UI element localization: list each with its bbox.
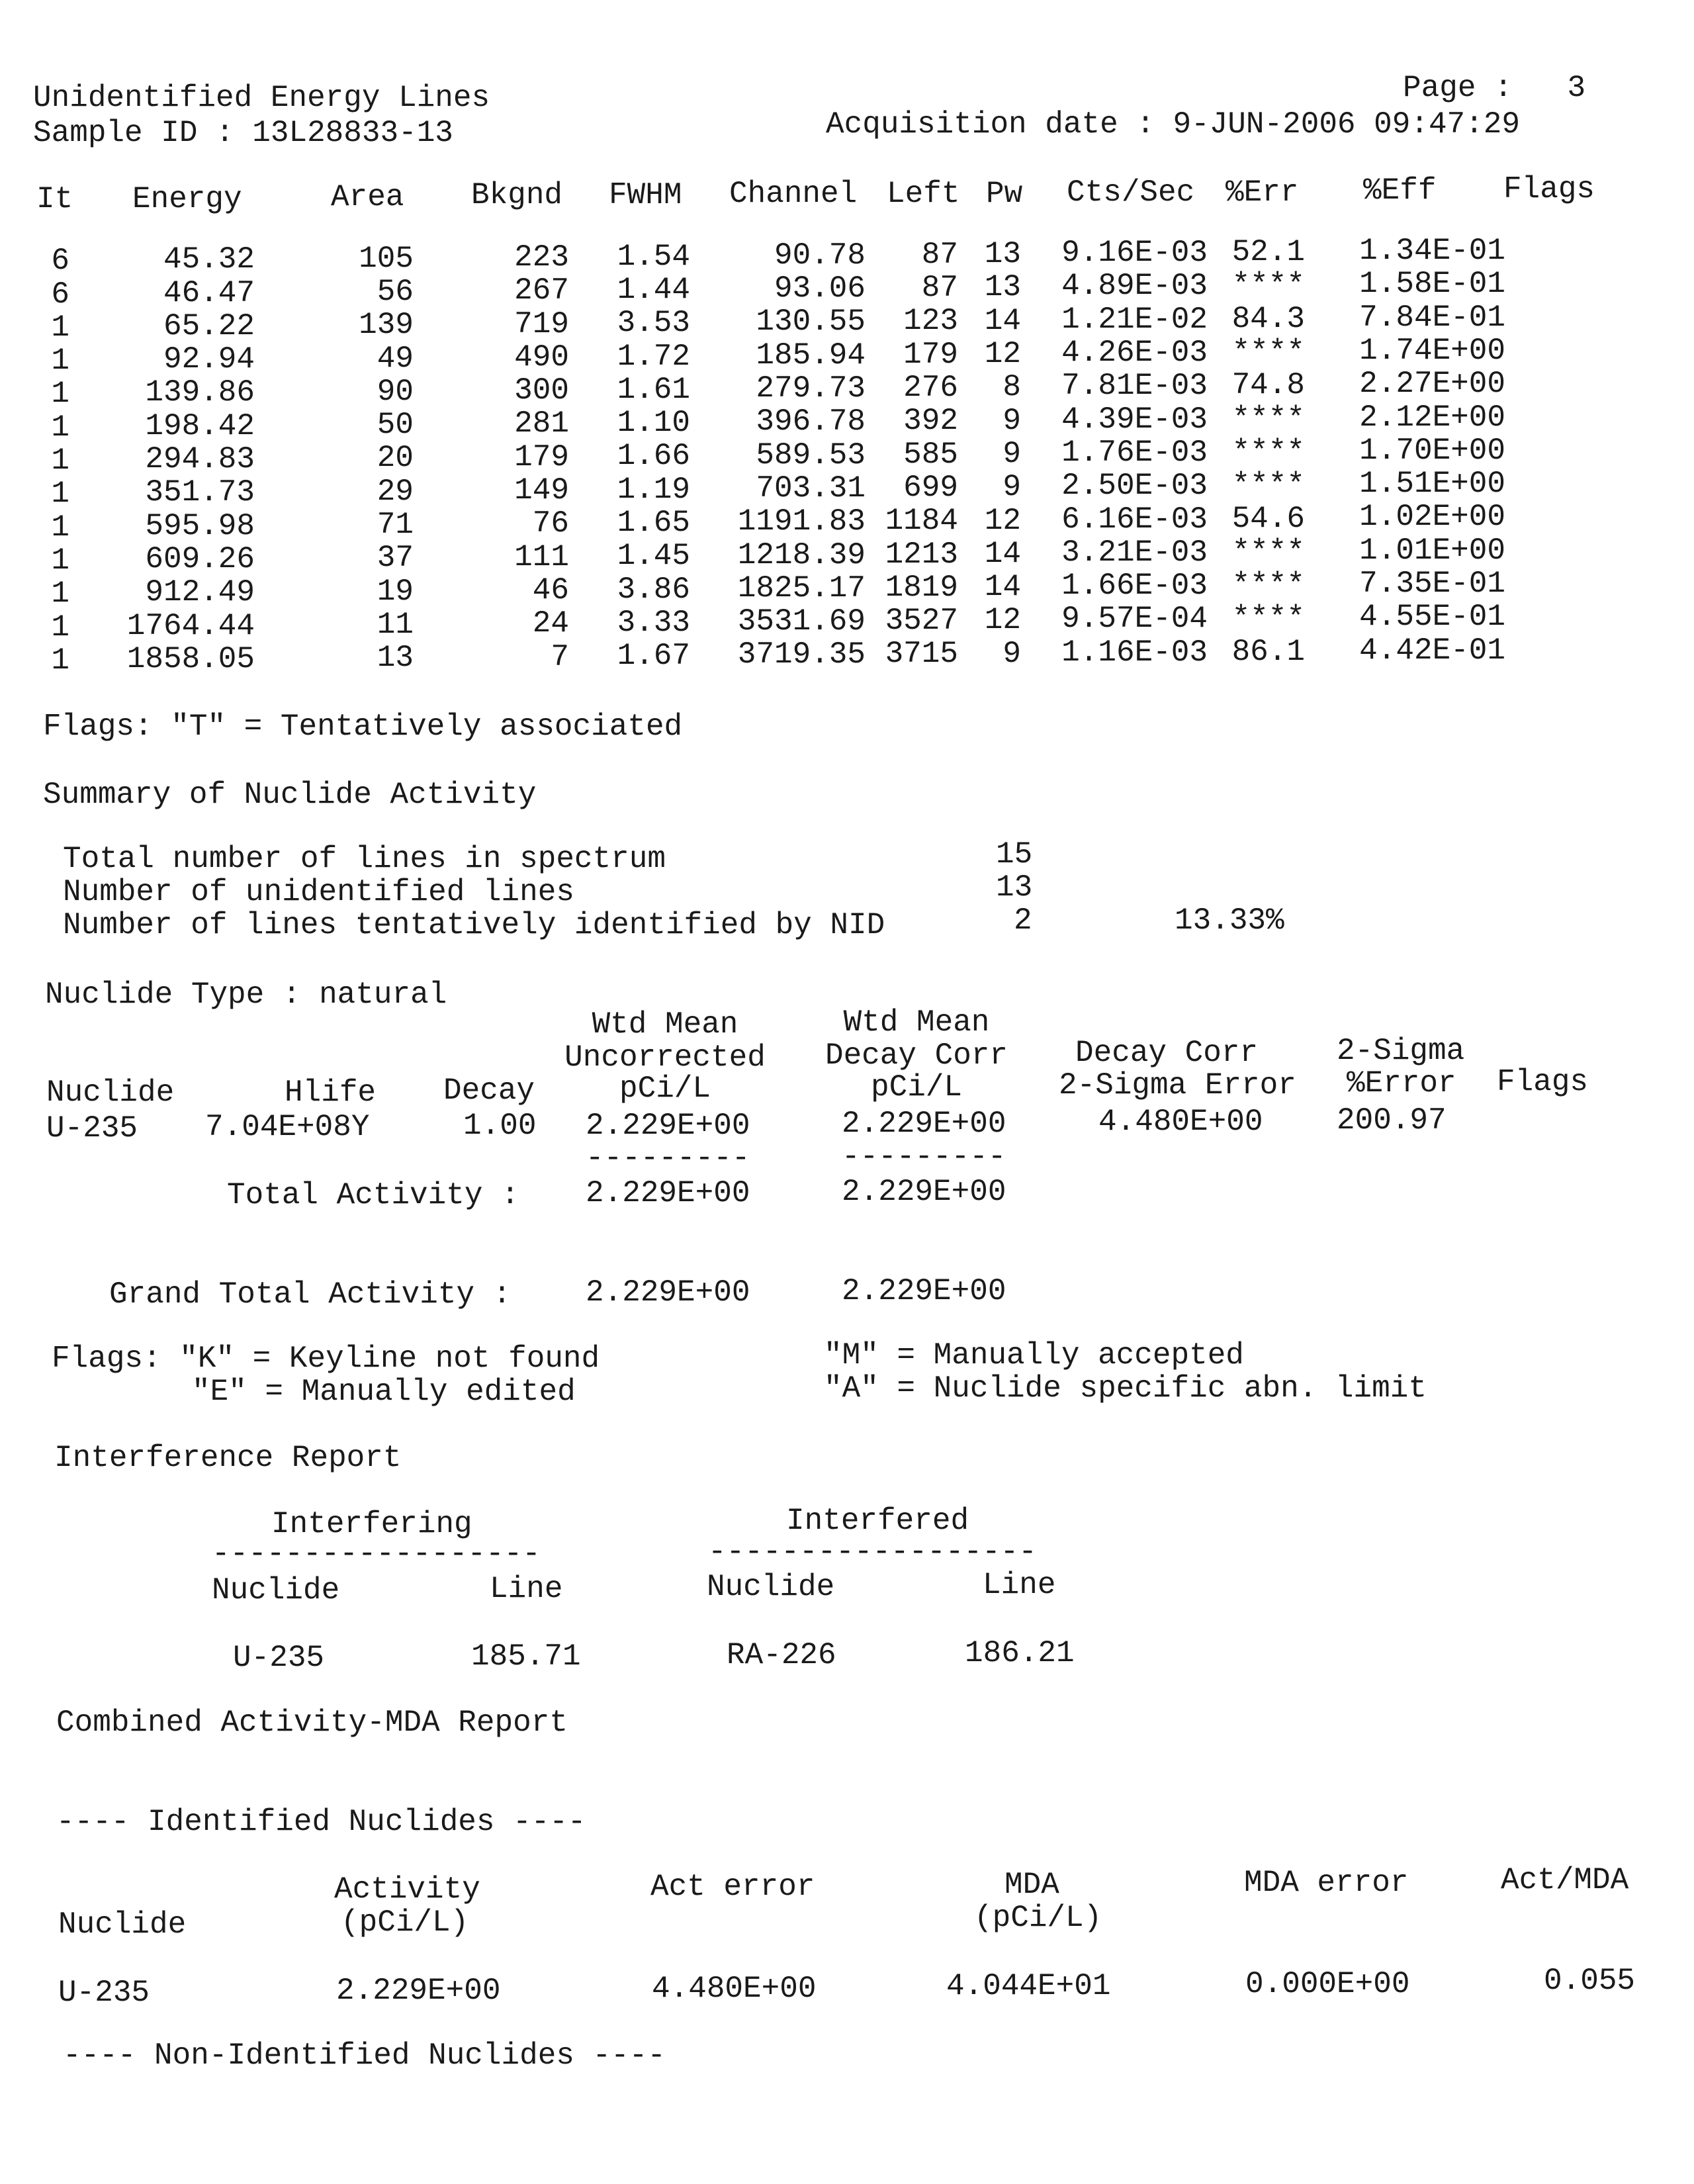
page-number: Page : 3 <box>1403 71 1586 105</box>
total-activity-label: Total Activity : <box>227 1178 519 1212</box>
cell-pw: 8 <box>1003 370 1021 405</box>
cell-cts-sec: 7.81E-03 <box>1061 369 1208 404</box>
tentative-lines-value: 2 <box>1014 903 1032 938</box>
cell-area: 50 <box>377 408 414 443</box>
cell-cts-sec: 9.16E-03 <box>1061 236 1208 271</box>
cell-channel: 703.31 <box>756 471 866 506</box>
combined-activity: 2.229E+00 <box>336 1974 501 2008</box>
cell-cts-sec: 1.66E-03 <box>1061 569 1208 604</box>
two-sigma-header: 2-Sigma <box>1337 1034 1465 1068</box>
acquisition-date: Acquisition date : 9-JUN-2006 09:47:29 <box>826 107 1520 142</box>
cell-pw: 14 <box>984 570 1021 605</box>
cell-pct-err: **** <box>1231 268 1305 303</box>
cell-energy: 1764.44 <box>126 608 255 643</box>
flag-m-legend: "M" = Manually accepted <box>824 1338 1244 1373</box>
cell-bkgnd: 7 <box>551 639 569 674</box>
cell-fwhm: 1.54 <box>617 239 690 274</box>
act-error-header: Act error <box>650 1870 815 1904</box>
combined-heading: Combined Activity-MDA Report <box>56 1706 568 1740</box>
cell-pw: 13 <box>984 237 1021 272</box>
col-header-fwhm: FWHM <box>609 178 682 212</box>
col-header-flags: Flags <box>1503 172 1595 206</box>
activity-header: Activity <box>334 1872 480 1907</box>
cell-pw: 9 <box>1003 436 1021 471</box>
cell-energy: 198.42 <box>145 408 255 443</box>
cell-energy: 595.98 <box>145 508 255 543</box>
cell-energy: 45.32 <box>163 242 255 277</box>
col-header-channel: Channel <box>729 177 858 211</box>
total-activity-uncorrected: 2.229E+00 <box>586 1176 750 1210</box>
cell-channel: 1825.17 <box>737 570 866 606</box>
cell-cts-sec: 9.57E-04 <box>1061 602 1208 637</box>
mda-header: MDA <box>1004 1868 1059 1902</box>
cell-cts-sec: 6.16E-03 <box>1061 502 1208 537</box>
col-header-area: Area <box>331 180 404 214</box>
cell-energy: 912.49 <box>145 575 255 610</box>
cell-pct-eff: 1.74E+00 <box>1359 333 1505 368</box>
cell-pct-err: **** <box>1231 601 1305 636</box>
activity-unit-header: (pCi/L) <box>341 1905 469 1940</box>
cell-pct-eff: 1.01E+00 <box>1359 533 1505 568</box>
interfered-dashes: ------------------ <box>708 1535 1037 1569</box>
interfered-header: Interfered <box>786 1504 969 1538</box>
cell-channel: 279.73 <box>756 371 866 406</box>
cell-left: 585 <box>903 437 958 472</box>
nuclide-uncorrected: 2.229E+00 <box>586 1109 750 1143</box>
cell-pw: 13 <box>984 270 1021 305</box>
cell-energy: 351.73 <box>145 475 255 510</box>
nuclide-name: U-235 <box>46 1111 138 1146</box>
cell-pct-eff: 1.02E+00 <box>1359 500 1505 535</box>
cell-pct-eff: 1.51E+00 <box>1359 467 1505 502</box>
col-header-bkgnd: Bkgnd <box>471 178 563 212</box>
cell-pct-err: 52.1 <box>1231 235 1305 270</box>
cell-pct-err: **** <box>1231 335 1305 370</box>
cell-fwhm: 1.10 <box>617 406 690 441</box>
cell-pct-err: 84.3 <box>1231 301 1305 336</box>
tentative-lines-percent: 13.33% <box>1175 903 1284 938</box>
decay-header: Decay <box>443 1073 535 1108</box>
non-identified-nuclides-heading: ---- Non-Identified Nuclides ---- <box>63 2038 666 2073</box>
interfered-line-header: Line <box>983 1568 1056 1602</box>
cell-pct-eff: 2.12E+00 <box>1359 400 1505 435</box>
cell-channel: 589.53 <box>756 437 866 473</box>
act-mda-header: Act/MDA <box>1501 1863 1629 1897</box>
cell-cts-sec: 4.89E-03 <box>1061 269 1208 304</box>
nuclide-type: Nuclide Type : natural <box>45 978 447 1012</box>
cell-pct-eff: 7.35E-01 <box>1359 567 1505 601</box>
grand-total-decay-corr: 2.229E+00 <box>842 1274 1006 1308</box>
cell-cts-sec: 1.76E-03 <box>1061 435 1208 470</box>
nuclide-hlife: 7.04E+08Y <box>205 1110 370 1144</box>
cell-left: 1819 <box>885 570 958 605</box>
combined-nuclide: U-235 <box>58 1976 150 2010</box>
cell-bkgnd: 179 <box>514 439 569 475</box>
decay-corr-header-2: Decay Corr <box>1075 1036 1259 1070</box>
cell-area: 37 <box>377 541 414 576</box>
cell-fwhm: 1.44 <box>617 272 690 307</box>
nuclide-pct-error: 200.97 <box>1337 1103 1447 1138</box>
col-header-left: Left <box>887 177 960 211</box>
cell-energy: 46.47 <box>163 275 255 310</box>
combined-act-error: 4.480E+00 <box>652 1972 817 2006</box>
uncorrected-header: Uncorrected <box>564 1040 766 1075</box>
two-sigma-error-header: 2-Sigma Error <box>1059 1068 1296 1103</box>
cell-fwhm: 3.86 <box>617 572 690 607</box>
cell-fwhm: 3.53 <box>617 306 690 341</box>
cell-channel: 1218.39 <box>737 537 866 572</box>
cell-fwhm: 1.65 <box>617 506 690 541</box>
cell-area: 29 <box>377 474 414 509</box>
cell-area: 20 <box>377 441 414 476</box>
tentative-lines-label: Number of lines tentatively identified by NID <box>63 908 885 942</box>
cell-it: 1 <box>51 643 69 678</box>
flag-e-legend: "E" = Manually edited <box>192 1375 576 1409</box>
cell-it: 1 <box>51 310 69 345</box>
col-header-it: It <box>36 182 73 216</box>
interfering-dashes: ------------------ <box>212 1537 541 1571</box>
cell-left: 276 <box>903 371 958 406</box>
pci-l-header: pCi/L <box>619 1071 711 1106</box>
cell-channel: 90.78 <box>774 238 866 273</box>
cell-it: 1 <box>51 576 69 612</box>
col-header-energy: Energy <box>132 182 242 216</box>
cell-left: 3715 <box>885 637 958 672</box>
cell-channel: 93.06 <box>774 271 866 306</box>
cell-left: 179 <box>903 337 958 372</box>
cell-fwhm: 1.45 <box>617 539 690 574</box>
combined-mda: 4.044E+01 <box>946 1969 1111 2003</box>
interference-heading: Interference Report <box>54 1441 402 1475</box>
pct-error-header: %Error <box>1347 1066 1456 1101</box>
cell-fwhm: 3.33 <box>617 605 690 640</box>
cell-bkgnd: 719 <box>514 306 569 341</box>
cell-left: 1184 <box>885 504 958 539</box>
flag-k-legend: Flags: "K" = Keyline not found <box>52 1342 600 1376</box>
separator-dashes-2: --------- <box>842 1140 1006 1174</box>
sample-id: Sample ID : 13L28833-13 <box>33 116 453 150</box>
cell-pct-err: 86.1 <box>1231 634 1305 669</box>
nuclide-2sigma-error: 4.480E+00 <box>1098 1105 1263 1139</box>
cell-cts-sec: 3.21E-03 <box>1061 535 1208 570</box>
cell-area: 56 <box>377 274 414 309</box>
pci-l-header-2: pCi/L <box>870 1070 963 1105</box>
cell-bkgnd: 111 <box>514 539 569 574</box>
mda-error-header: MDA error <box>1244 1866 1409 1900</box>
separator-dashes: --------- <box>586 1141 750 1175</box>
nuclide-header: Nuclide <box>46 1075 175 1110</box>
flags-header: Flags <box>1497 1065 1589 1099</box>
cell-energy: 1858.05 <box>126 641 255 676</box>
summary-heading: Summary of Nuclide Activity <box>43 778 537 812</box>
cell-it: 1 <box>51 510 69 545</box>
cell-channel: 3719.35 <box>737 637 866 672</box>
wtd-mean-header-2: Wtd Mean <box>843 1005 990 1040</box>
cell-area: 49 <box>377 341 414 376</box>
cell-channel: 1191.83 <box>737 504 866 539</box>
cell-pw: 12 <box>984 337 1021 372</box>
cell-pct-eff: 4.42E-01 <box>1359 633 1505 668</box>
cell-pct-eff: 1.58E-01 <box>1359 267 1505 302</box>
cell-cts-sec: 4.39E-03 <box>1061 402 1208 437</box>
col-header-pw: Pw <box>986 177 1023 211</box>
cell-it: 6 <box>51 277 69 312</box>
cell-it: 1 <box>51 477 69 512</box>
total-lines-value: 15 <box>996 837 1033 872</box>
cell-bkgnd: 223 <box>514 240 569 275</box>
cell-fwhm: 1.67 <box>617 639 690 674</box>
report-title: Unidentified Energy Lines <box>33 81 490 115</box>
cell-energy: 92.94 <box>163 342 255 377</box>
grand-total-uncorrected: 2.229E+00 <box>586 1275 750 1310</box>
cell-pct-eff: 1.70E+00 <box>1359 433 1505 468</box>
combined-act-mda: 0.055 <box>1544 1964 1636 1998</box>
cell-pct-err: **** <box>1231 434 1305 469</box>
nuclide-decay-corr: 2.229E+00 <box>842 1107 1006 1141</box>
interfered-line: 186.21 <box>965 1636 1075 1670</box>
cell-it: 1 <box>51 377 69 412</box>
cell-pw: 9 <box>1003 636 1021 671</box>
col-header-pct-err: %Err <box>1226 175 1299 210</box>
wtd-mean-header: Wtd Mean <box>592 1007 738 1042</box>
cell-channel: 130.55 <box>756 304 866 340</box>
cell-pw: 9 <box>1003 403 1021 438</box>
cell-it: 1 <box>51 443 69 478</box>
unidentified-lines-value: 13 <box>996 870 1033 905</box>
total-lines-label: Total number of lines in spectrum <box>63 842 666 876</box>
cell-bkgnd: 267 <box>514 273 569 308</box>
cell-channel: 396.78 <box>756 404 866 439</box>
cell-it: 6 <box>51 244 69 279</box>
identified-nuclides-heading: ---- Identified Nuclides ---- <box>56 1805 586 1839</box>
cell-pw: 12 <box>984 603 1021 638</box>
cell-left: 392 <box>903 404 958 439</box>
cell-area: 19 <box>377 574 414 609</box>
cell-bkgnd: 46 <box>532 572 569 608</box>
cell-fwhm: 1.72 <box>617 339 690 374</box>
cell-cts-sec: 2.50E-03 <box>1061 469 1208 504</box>
col-header-cts-sec: Cts/Sec <box>1067 175 1195 210</box>
cell-cts-sec: 1.21E-02 <box>1061 302 1208 337</box>
decay-corr-header: Decay Corr <box>825 1038 1008 1073</box>
hlife-header: Hlife <box>285 1075 377 1110</box>
cell-pct-err: **** <box>1231 468 1305 503</box>
cell-bkgnd: 490 <box>514 340 569 375</box>
cell-left: 87 <box>921 271 958 306</box>
flags-tentative-note: Flags: "T" = Tentatively associated <box>43 709 683 744</box>
cell-pct-eff: 2.27E+00 <box>1359 367 1505 402</box>
cell-pct-err: 54.6 <box>1231 501 1305 536</box>
cell-fwhm: 1.61 <box>617 372 690 407</box>
cell-energy: 609.26 <box>145 541 255 576</box>
cell-left: 699 <box>903 470 958 505</box>
cell-channel: 3531.69 <box>737 604 866 639</box>
cell-left: 3527 <box>885 604 958 639</box>
cell-it: 1 <box>51 543 69 578</box>
cell-bkgnd: 281 <box>514 406 569 441</box>
cell-it: 1 <box>51 343 69 379</box>
interfering-line: 185.71 <box>471 1639 581 1674</box>
cell-energy: 65.22 <box>163 308 255 343</box>
cell-fwhm: 1.19 <box>617 472 690 507</box>
cell-pct-eff: 7.84E-01 <box>1359 300 1505 335</box>
total-activity-decay-corr: 2.229E+00 <box>842 1175 1006 1209</box>
cell-pct-err: **** <box>1231 401 1305 436</box>
cell-area: 11 <box>377 607 414 642</box>
cell-it: 1 <box>51 610 69 645</box>
cell-area: 13 <box>377 641 414 676</box>
cell-area: 139 <box>359 308 414 343</box>
cell-area: 105 <box>359 241 414 276</box>
interfered-nuclide: RA-226 <box>727 1638 836 1672</box>
cell-left: 87 <box>921 237 958 272</box>
combined-nuclide-header: Nuclide <box>58 1907 187 1942</box>
cell-pw: 14 <box>984 536 1021 571</box>
cell-pw: 9 <box>1003 470 1021 505</box>
cell-channel: 185.94 <box>756 338 866 373</box>
nuclide-decay: 1.00 <box>463 1109 537 1143</box>
cell-pct-err: 74.8 <box>1231 368 1305 403</box>
cell-bkgnd: 149 <box>514 473 569 508</box>
cell-energy: 139.86 <box>145 375 255 410</box>
cell-bkgnd: 76 <box>532 506 569 541</box>
cell-cts-sec: 1.16E-03 <box>1061 635 1208 670</box>
flag-a-legend: "A" = Nuclide specific abn. limit <box>824 1371 1427 1406</box>
cell-left: 1213 <box>885 537 958 572</box>
cell-area: 71 <box>377 508 414 542</box>
cell-pw: 12 <box>984 503 1021 538</box>
cell-bkgnd: 300 <box>514 373 569 408</box>
cell-left: 123 <box>903 304 958 339</box>
interfering-nuclide: U-235 <box>233 1641 325 1675</box>
interfered-nuclide-header: Nuclide <box>707 1570 835 1604</box>
combined-mda-error: 0.000E+00 <box>1245 1967 1410 2001</box>
interfering-header: Interfering <box>271 1507 472 1541</box>
mda-unit-header: (pCi/L) <box>974 1901 1102 1935</box>
cell-area: 90 <box>377 374 414 409</box>
cell-pw: 14 <box>984 303 1021 338</box>
cell-it: 1 <box>51 410 69 445</box>
unidentified-lines-label: Number of unidentified lines <box>63 875 574 909</box>
cell-cts-sec: 4.26E-03 <box>1061 336 1208 371</box>
cell-pct-err: **** <box>1231 568 1305 603</box>
cell-pct-eff: 1.34E-01 <box>1359 234 1505 268</box>
cell-fwhm: 1.66 <box>617 439 690 474</box>
interfering-nuclide-header: Nuclide <box>212 1573 340 1608</box>
cell-energy: 294.83 <box>145 442 255 477</box>
cell-pct-err: **** <box>1231 534 1305 569</box>
interfering-line-header: Line <box>490 1572 563 1606</box>
cell-bkgnd: 24 <box>532 606 569 641</box>
col-header-pct-eff: %Eff <box>1363 173 1437 208</box>
cell-pct-eff: 4.55E-01 <box>1359 600 1505 635</box>
grand-total-activity-label: Grand Total Activity : <box>109 1277 512 1312</box>
